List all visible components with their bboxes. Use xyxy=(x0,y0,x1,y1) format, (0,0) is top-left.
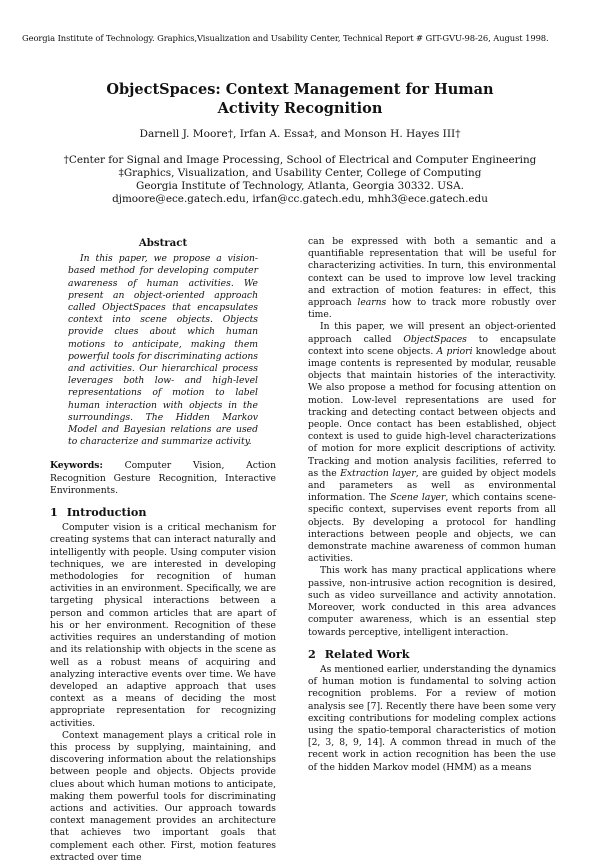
affiliation-line: ‡Graphics, Visualization, and Usability Center, College of Computing xyxy=(118,167,482,179)
running-header: Georgia Institute of Technology. Graphics,Visualization and Usability Center, Technical Report # GIT-GVU-98-26, August 1998. xyxy=(22,33,549,43)
abstract-text: In this paper, we propose a vision-based method for developing computer awareness of human activities. We present an object-oriented approach called ObjectSpaces that encapsulates context into scene objects. Objects provide clues about which human motions to anticipate, making them powerful tools for discriminating actions and activities. Our hierarchical process leverages both low- and high-level representations of motion to label human interaction with objects in the surroundings. The Hidden Markov Model and Bayesian relations are used to characterize and summarize activity. xyxy=(68,253,258,448)
keywords-text: Computer Vision, Action Recognition Gesture Recognition, Interactive Environments. xyxy=(50,460,277,496)
abstract-heading: Abstract xyxy=(138,237,188,249)
intro-paragraph-3: can be expressed with both a semantic and a quantifiable representation that will be useful for characterizing activities. In turn, this environmental context can be used to improve low level tracking and extraction of motion features: in effect, this approach learns how to track more robustly over time. xyxy=(308,236,557,321)
section-number: 2 xyxy=(308,646,316,661)
paper-title: ObjectSpaces: Context Management for Human Activity Recognition xyxy=(106,81,494,117)
affiliation-line: †Center for Signal and Image Processing, School of Electrical and Computer Engineering xyxy=(63,154,537,166)
affiliation-line: Georgia Institute of Technology, Atlanta, Georgia 30332. USA. xyxy=(136,180,464,192)
section-title: Related Work xyxy=(324,646,410,661)
keywords-label: Keywords: xyxy=(50,460,103,472)
section-number: 1 xyxy=(50,505,58,520)
section-heading-related-work xyxy=(308,648,556,660)
author-list: Darnell J. Moore†, Irfan A. Essa‡, and Monson H. Hayes III† xyxy=(139,128,461,140)
intro-paragraph-1: Computer vision is a critical mechanism for creating systems that can interact naturally and intelligently with people. Using computer vision techniques, we are interested in developing methodologies for recognition of human activities in an environment. Specifically, we are targeting physical interactions between a person and common articles that are apart of his or her environment. Recognition of these activities requires an understanding of motion and its relationship with objects in the scene as well as a robust means of acquiring and analyzing interactive events over time. We have developed an adaptive approach that uses context as a means of deciding the most appropriate representation for recognizing activities. xyxy=(50,522,276,729)
keywords xyxy=(50,460,276,497)
section-title: Introduction xyxy=(66,505,147,520)
author-emails: djmoore@ece.gatech.edu, irfan@cc.gatech.edu, mhh3@ece.gatech.edu xyxy=(112,193,488,205)
intro-paragraph-2: Context management plays a critical role in this process by supplying, maintaining, and discovering information about the relationships between people and objects. Objects provide clues about which human motions to anticipate, making them powerful tools for discriminating actions and activities. Our approach towards context management provides an architecture that achieves two important goals that complement each other. First, motion features extracted over time xyxy=(50,729,276,863)
affiliations xyxy=(40,154,560,206)
intro-paragraph-4: In this paper, we will present an object-oriented approach called ObjectSpaces to encapsulate context into scene objects. A priori knowledge about image contents is represented by modular, reusable objects that maintain histories of the interactivity. We also propose a method for focusing attention on motion. Low-level representations are used for tracking and detecting contact between objects and people. Once contact has been established, object context is used to guide high-level characterizations of motion for more explicit descriptions of activity. Tracking and motion analysis facilities, referred to as the Extraction layer, are guided by object models and parameters as well as environmental information. The Scene layer, which contains scene-specific context, supervises event reports from all objects. By developing a protocol for handling interactions between people and objects, we can demonstrate machine awareness of common human activities. xyxy=(308,321,556,565)
related-paragraph-1: As mentioned earlier, understanding the dynamics of human motion is fundamental to solving action recognition problems. For a review of motion analysis see [7]. Recently there have been some very exciting contributions for modeling complex actions using the spatio-temporal characteristics of motion [2, 3, 8, 9, 14]. A common thread in much of the recent work in action recognition has been the use of the hidden Markov model (HMM) as a means xyxy=(308,663,556,773)
right-column xyxy=(308,236,556,774)
left-column xyxy=(50,237,276,864)
section-heading-introduction xyxy=(50,506,276,518)
intro-paragraph-5: This work has many practical applications where passive, non-intrusive action recognition is desired, such as video surveillance and activity annotation. Moreover, work conducted in this area advances computer awareness, which is an essential step towards perceptive, intelligent interaction. xyxy=(308,565,556,638)
